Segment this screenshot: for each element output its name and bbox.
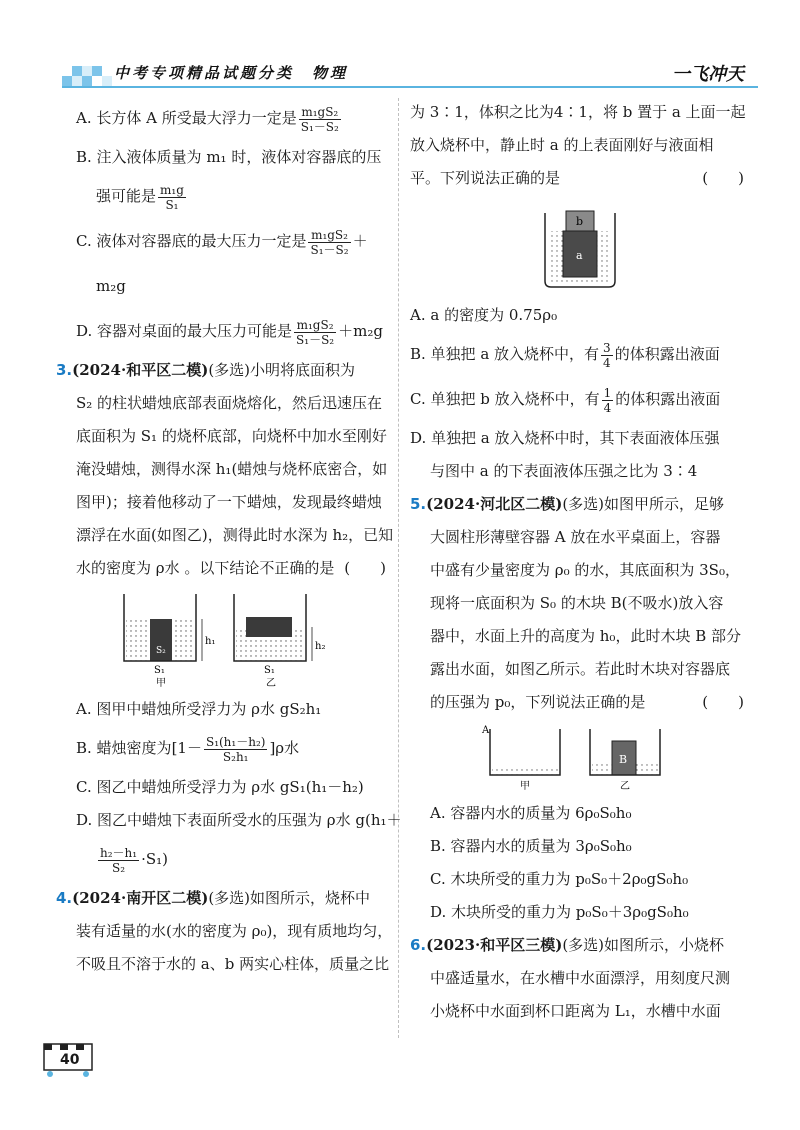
fraction: $\frac{\text{m₁gS₂}}{\text{S₁－S₂}}$: [300, 104, 339, 134]
q5-line: 露出水面，如图乙所示。若此时木块对容器底: [430, 660, 731, 678]
s2-label: S₂: [156, 646, 166, 656]
answer-blank[interactable]: ( ): [702, 169, 744, 187]
q6-line: 小烧杯中水面到杯口距离为 L₁，水槽中水面: [430, 1002, 721, 1020]
s1-label-jia: S₁: [154, 665, 165, 676]
question-source: (2024·和平区二模): [72, 361, 209, 379]
label-yi: 乙: [266, 678, 276, 689]
checker-logo-icon: [62, 56, 112, 94]
question-source: (2024·河北区二模): [426, 495, 563, 513]
fraction: $\frac{\text{S₁(h₁－h₂)}}{\text{S₂h₁}}$: [205, 734, 266, 764]
q3-option-d-cont: $\frac{\text{h₂－h₁}}{\text{S₂}}$ ·S₁): [100, 845, 169, 875]
s1-label-yi: S₁: [264, 665, 275, 676]
question-source: (2023·和平区三模): [426, 936, 563, 954]
q2-option-b-cont: 强可能是 $\frac{\text{m₁g}}{\text{S₁}}$: [96, 182, 184, 212]
q3-line: S₂ 的柱状蜡烛底部表面烧熔化，然后迅速压在: [76, 394, 383, 412]
question-number: 4.: [56, 889, 73, 907]
q5-option-d: D. 木块所受的重力为 p₀S₀＋3ρ₀gS₀h₀: [430, 903, 689, 921]
q4-option-b: B. 单独把 a 放入烧杯中，有 $\frac{3}{4}$ 的体积露出液面: [410, 340, 720, 370]
q4-line: 平。下列说法正确的是 ( ): [410, 162, 750, 195]
container-jia: [490, 729, 560, 775]
column-divider: [398, 98, 399, 1038]
label-jia: 甲: [520, 781, 530, 792]
q4-line: 不吸且不溶于水的 a、b 两实心柱体，质量之比: [76, 955, 390, 973]
label-b: B: [619, 753, 628, 766]
q3-option-b: B. 蜡烛密度为[1－ $\frac{\text{S₁(h₁－h₂)}}{\text{S₂h₁}}$ ]ρ水: [76, 734, 300, 764]
fraction: $\frac{\text{m₁g}}{\text{S₁}}$: [160, 182, 184, 212]
question-source: (2024·南开区二模): [72, 889, 209, 907]
left-column: [56, 96, 402, 981]
q5-line: 的压强为 p₀，下列说法正确的是 ( ): [410, 686, 750, 719]
q4-stem: 4.(2024·南开区二模)(多选)如图所示，烧杯中: [56, 889, 371, 907]
fraction: $\frac{\text{h₂－h₁}}{\text{S₂}}$: [100, 845, 138, 875]
label-container-a: A: [482, 725, 490, 736]
q5-line: 中盛有少量密度为 ρ₀ 的水，其底面积为 3S₀，: [430, 561, 740, 579]
q2-option-d: D. 容器对桌面的最大压力可能是 $\frac{\text{m₁gS₂}}{\text{S₁－S₂}}$ ＋m₂g: [76, 317, 383, 347]
q6-line: 中盛适量水，在水槽中水面漂浮，用刻度尺测: [430, 969, 731, 987]
page-number: 40: [60, 1052, 80, 1068]
label-jia: 甲: [156, 678, 166, 689]
q3-stem: 3.(2024·和平区二模)(多选)小明将底面积为: [56, 361, 356, 379]
q5-line: 器中，水面上升的高度为 h₀，此时木块 B 部分: [430, 627, 742, 645]
q5-stem: 5.(2024·河北区二模)(多选)如图甲所示，足够: [410, 495, 725, 513]
page-header: [0, 0, 800, 95]
header-brand: 一飞冲天: [672, 64, 744, 85]
header-rule: [62, 86, 758, 88]
answer-blank[interactable]: ( ): [702, 693, 744, 711]
fraction: $\frac{\text{m₁gS₂}}{\text{S₁－S₂}}$: [296, 317, 335, 347]
right-column: [410, 96, 750, 1028]
fraction: $\frac{\text{m₁gS₂}}{\text{S₁－S₂}}$: [310, 227, 349, 257]
h1-label: h₁: [205, 636, 216, 647]
label-a: a: [576, 249, 583, 262]
label-b: b: [576, 215, 584, 228]
q4-line: 为 3∶1，体积之比为4∶1，将 b 置于 a 上面一起: [410, 103, 746, 121]
header-subject: 物理: [312, 64, 349, 82]
q4-option-a: A. a 的密度为 0.75ρ₀: [410, 306, 558, 324]
q4-option-d: D. 单独把 a 放入烧杯中时，其下表面液体压强: [410, 429, 720, 447]
q3-option-d: D. 图乙中蜡烛下表面所受水的压强为 ρ水 g(h₁＋: [76, 811, 402, 829]
q5-line: 现将一底面积为 S₀ 的木块 B(不吸水)放入容: [430, 594, 724, 612]
water-jia: [492, 769, 558, 775]
header-title: 中考专项精品试题分类 物理: [114, 64, 349, 82]
q5-line: 大圆柱形薄壁容器 A 放在水平桌面上，容器: [430, 528, 721, 546]
q5-option-c: C. 木块所受的重力为 p₀S₀＋2ρ₀gS₀h₀: [430, 870, 689, 888]
q4-option-d-cont: 与图中 a 的下表面液体压强之比为 3∶4: [430, 462, 698, 480]
q2-option-a: A. 长方体 A 所受最大浮力一定是 $\frac{\text{m₁gS₂}}{\text{S₁－S₂}}$: [76, 104, 339, 134]
q5-option-b: B. 容器内水的质量为 3ρ₀S₀h₀: [430, 837, 632, 855]
question-number: 6.: [410, 936, 427, 954]
answer-blank[interactable]: ( ): [344, 559, 386, 577]
q4-figure: [535, 199, 625, 295]
q4-option-c: C. 单独把 b 放入烧杯中，有 $\frac{1}{4}$ 的体积露出液面: [410, 385, 721, 415]
q3-line: 水的密度为 ρ水 。以下结论不正确的是 ( ): [56, 552, 392, 585]
fraction: $\frac{1}{4}$: [603, 385, 612, 415]
q3-line: 底面积为 S₁ 的烧杯底部，向烧杯中加水至刚好: [76, 427, 387, 445]
label-yi: 乙: [620, 781, 630, 792]
q3-figure: [114, 589, 334, 689]
q3-line: 图甲)；接着他移动了一下蜡烛，发现最终蜡烛: [76, 493, 382, 511]
q3-option-c: C. 图乙中蜡烛所受浮力为 ρ水 gS₁(h₁－h₂): [76, 778, 364, 796]
q2-option-c: C. 液体对容器底的最大压力一定是 $\frac{\text{m₁gS₂}}{\text{S₁－S₂}}$ ＋: [76, 227, 368, 257]
question-number: 5.: [410, 495, 427, 513]
q3-line: 漂浮在水面(如图乙)，测得此时水深为 h₂，已知: [76, 526, 394, 544]
q2-option-c-cont: m₂g: [96, 277, 126, 295]
q5-option-a: A. 容器内水的质量为 6ρ₀S₀h₀: [430, 804, 632, 822]
q4-line: 装有适量的水(水的密度为 ρ₀)，现有质地均匀，: [76, 922, 393, 940]
q2-option-b: B. 注入液体质量为 m₁ 时，液体对容器底的压: [76, 148, 382, 166]
q6-stem: 6.(2023·和平区三模)(多选)如图所示，小烧杯: [410, 936, 725, 954]
q4-line: 放入烧杯中，静止时 a 的上表面刚好与液面相: [410, 136, 714, 154]
q5-figure: [480, 723, 680, 793]
question-number: 3.: [56, 361, 73, 379]
q3-line: 淹没蜡烛，测得水深 h₁(蜡烛与烧杯底密合，如: [76, 460, 388, 478]
fraction: $\frac{3}{4}$: [603, 340, 611, 370]
q3-option-a: A. 图甲中蜡烛所受浮力为 ρ水 gS₂h₁: [76, 700, 322, 718]
h2-label: h₂: [315, 641, 326, 652]
candle-yi: [246, 617, 292, 637]
